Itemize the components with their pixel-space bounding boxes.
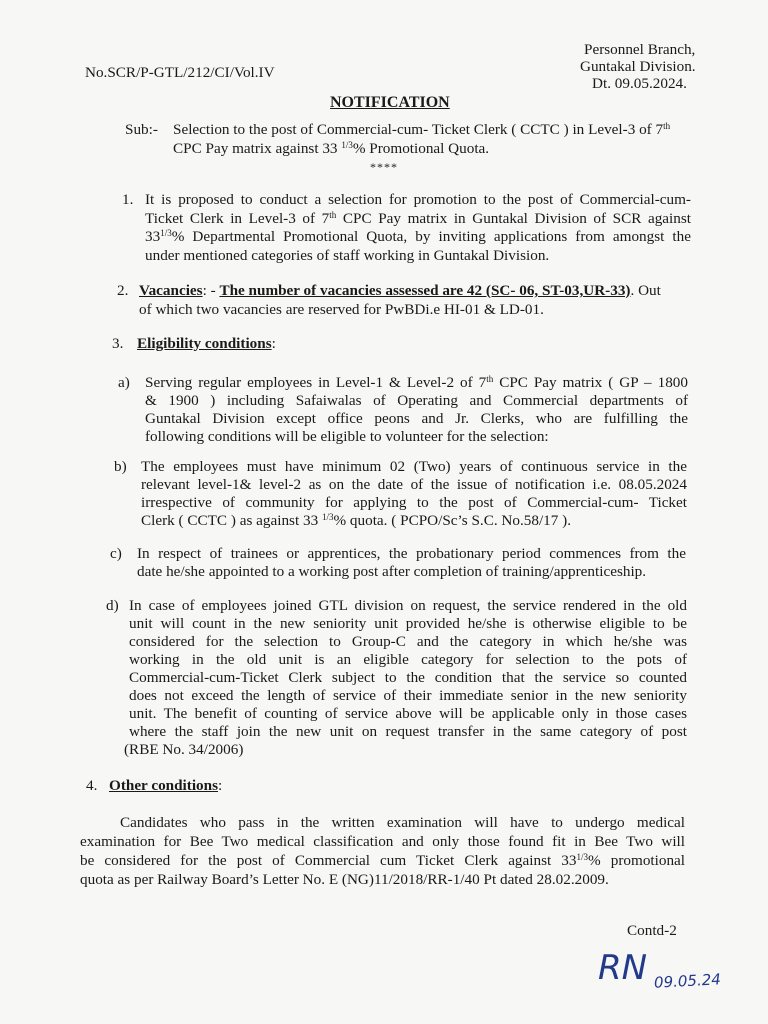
item-d-line-1: In case of employees joined GTL division on request, the service rendered in the old — [129, 597, 687, 614]
item-d-line-7: unit. The benefit of counting of service above will be applicable only in those cases — [129, 705, 687, 722]
item-b-line-1: The employees must have minimum 02 (Two) years of continuous service in the — [141, 458, 687, 475]
para-1-number: 1. — [122, 191, 134, 208]
subject-label: Sub:- — [125, 121, 158, 138]
para-4-line-1: Candidates who pass in the written examination will have to undergo medical — [120, 814, 685, 831]
item-d-line-8: where the staff join the new unit on request transfer in the same category of post — [129, 723, 687, 740]
contd-label: Contd-2 — [627, 922, 677, 939]
item-a-label: a) — [118, 374, 130, 391]
item-d-line-3: considered for the selection to Group-C and the category in which he/she was — [129, 633, 687, 650]
other-conditions-heading: Other conditions: — [109, 777, 223, 794]
reference-number: No.SCR/P-GTL/212/CI/Vol.IV — [85, 64, 275, 81]
item-d-line-5: Commercial-cum-Ticket Clerk subject to the condition that the service so counted — [129, 669, 687, 686]
item-c-line-2: date he/she appointed to a working post after completion of training/apprenticeship. — [137, 563, 647, 580]
item-d-line-9: (RBE No. 34/2006) — [124, 741, 244, 758]
item-b-label: b) — [114, 458, 127, 475]
para-2-number: 2. — [117, 282, 129, 299]
para-4-number: 4. — [86, 777, 98, 794]
item-a-line-2: & 1900 ) including Safaiwalas of Operating and Commercial departments of — [145, 392, 688, 409]
item-d-label: d) — [106, 597, 119, 614]
item-b-line-2: relevant level-1& level-2 as on the date of the issue of notification i.e. 08.05.2024 — [141, 476, 687, 493]
para-4-line-3: be considered for the post of Commercial cum Ticket Clerk against $33^{1/3}\%$ promotional — [80, 852, 685, 869]
eligibility-heading: Eligibility conditions: — [137, 335, 276, 352]
para-2-line-1: Vacancies: - The number of vacancies assessed are 42 (SC- 06, ST-03,UR-33). Out — [139, 282, 661, 299]
subject-line-2: CPC Pay matrix against 33 $^{1/3}$% Promotional Quota. — [173, 140, 490, 157]
para-3-number: 3. — [112, 335, 124, 352]
item-b-line-3: irrespective of community for applying to the post of Commercial-cum- Ticket — [141, 494, 687, 511]
item-d-line-2: unit will count in the new seniority unit provided he/she is otherwise eligible to be — [129, 615, 687, 632]
handwritten-signature: RN — [598, 948, 648, 988]
para-1-line-4: under mentioned categories of staff working in Guntakal Division. — [145, 247, 550, 264]
subject-line-1: Selection to the post of Commercial-cum- Ticket Clerk ( CCTC ) in Level-3 of 7th — [173, 121, 671, 138]
notification-title: NOTIFICATION — [330, 94, 450, 111]
item-c-line-1: In respect of trainees or apprentices, the probationary period commences from the — [137, 545, 686, 562]
item-a-line-4: following conditions will be eligible to volunteer for the selection: — [145, 428, 549, 445]
item-a-line-3: Guntakal Division except office peons and Jr. Clerks, who are fulfilling the — [145, 410, 688, 427]
para-1-line-1: It is proposed to conduct a selection for promotion to the post of Commercial-cum- — [145, 191, 691, 208]
item-c-label: c) — [110, 545, 122, 562]
office-line-2: Guntakal Division. — [580, 58, 696, 75]
vacancies-count: The number of vacancies assessed are 42 (SC- 06, ST-03,UR-33) — [219, 282, 631, 299]
para-4-line-4: quota as per Railway Board’s Letter No. E (NG)11/2018/RR-1/40 Pt dated 28.02.2009. — [80, 871, 609, 888]
item-a-line-1: Serving regular employees in Level-1 & Level-2 of 7th CPC Pay matrix ( GP – 1800 — [145, 374, 688, 391]
para-4-line-2: examination for Bee Two medical classification and only those found fit in Bee Two will — [80, 833, 685, 850]
para-2-line-2: of which two vacancies are reserved for PwBDi.e HI-01 & LD-01. — [139, 301, 544, 318]
para-1-line-3: $33^{1/3}\%$ Departmental Promotional Quota, by inviting applications from amongst the — [145, 228, 691, 245]
item-b-line-4: Clerk ( CCTC ) as against 33 $^{1/3}$% quota. ( PCPO/Sc’s S.C. No.58/17 ). — [141, 512, 572, 529]
item-d-line-4: working in the old unit is an eligible category for selection to the pots of — [129, 651, 687, 668]
issue-date: Dt. 09.05.2024. — [592, 75, 687, 92]
item-d-line-6: does not exceed the length of service of their immediate senior in the new seniority — [129, 687, 687, 704]
subject-stars: **** — [370, 160, 398, 174]
para-1-line-2: Ticket Clerk in Level-3 of 7th CPC Pay matrix in Guntakal Division of SCR against — [145, 210, 691, 227]
signature-date: 09.05.24 — [653, 970, 722, 992]
vacancies-heading: Vacancies — [139, 282, 203, 299]
office-line-1: Personnel Branch, — [584, 41, 696, 58]
